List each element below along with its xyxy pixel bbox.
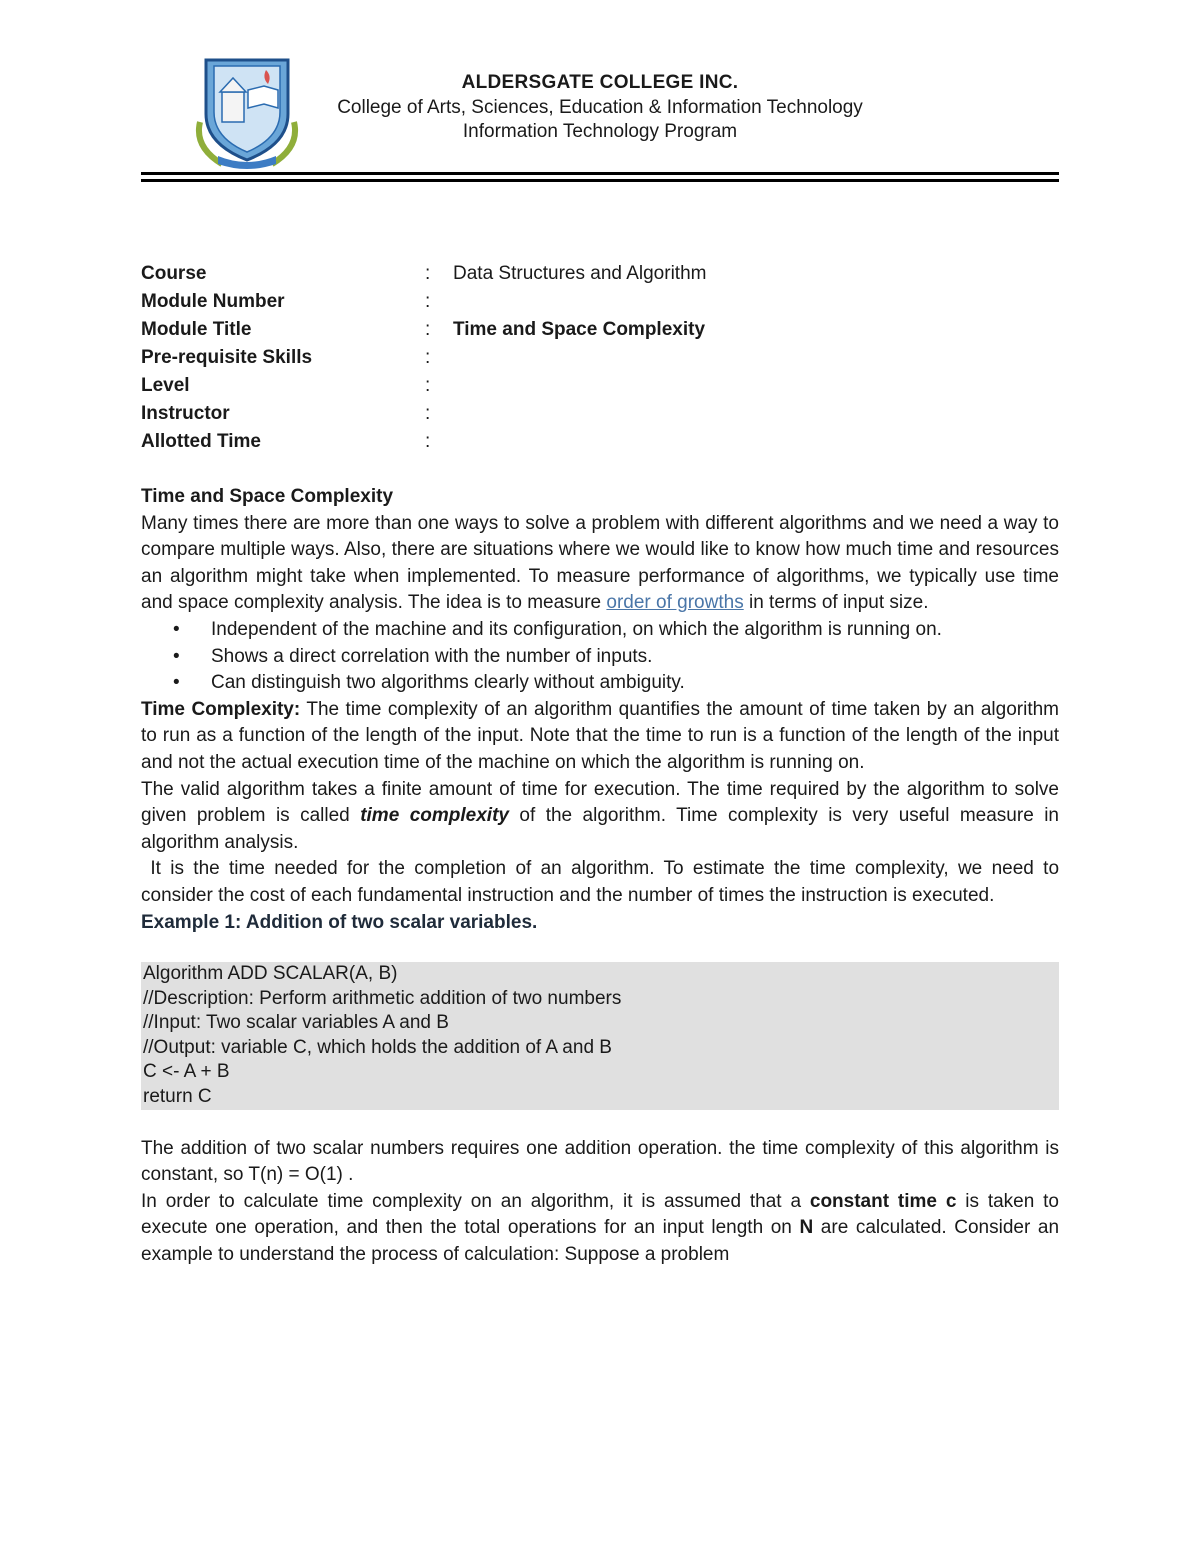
calc-after: are calculated. Consider an example to understand the process of calculation: Suppose a problem	[141, 1217, 1060, 1266]
time-complexity-text: The time complexity of an algorithm quantifies the amount of time taken by an algorithm to run as a function of the length of the input. Note that the time to run is a function of the length of the input and not the actual execution time of the machine on which the algorithm is running on.	[141, 698, 1060, 773]
calc-middle: is taken to execute one operation, and then the total operations for an input length on	[141, 1190, 1059, 1239]
info-colon: :	[425, 403, 431, 424]
order-of-growths-link[interactable]: order of growths	[606, 592, 744, 614]
valid-algorithm-paragraph	[141, 777, 1059, 857]
info-label: Course	[141, 263, 207, 284]
bullet-icon: •	[173, 645, 180, 667]
code-line: //Output: variable C, which holds the addition of A and B	[143, 1036, 612, 1058]
info-label: Allotted Time	[141, 431, 261, 452]
code-line: C <- A + B	[143, 1061, 230, 1083]
info-colon: :	[425, 263, 431, 284]
code-line: return C	[143, 1086, 212, 1108]
college-header	[300, 70, 900, 144]
code-block	[141, 962, 1059, 1110]
info-colon: :	[425, 347, 431, 368]
college-unit: College of Arts, Sciences, Education & Information Technology	[337, 97, 863, 118]
info-row-module-number	[141, 288, 1059, 316]
example-1-title: Example 1: Addition of two scalar variables.	[141, 911, 538, 933]
info-row-level	[141, 372, 1059, 400]
list-item	[141, 644, 1059, 671]
addition-paragraph: The addition of two scalar numbers requires one addition operation. the time complexity of this algorithm is constant, so T(n) = O(1) .	[141, 1137, 1059, 1186]
calc-before: In order to calculate time complexity on an algorithm, it is assumed that a	[141, 1190, 802, 1212]
info-row-course	[141, 260, 1059, 288]
bullet-icon: •	[173, 618, 180, 640]
list-item	[141, 670, 1059, 697]
info-row-allotted-time	[141, 428, 1059, 456]
calc-term-n: N	[799, 1217, 814, 1239]
info-row-module-title	[141, 316, 1059, 344]
header-divider-bottom	[141, 179, 1059, 182]
module-info-table	[141, 260, 1059, 456]
section-title: Time and Space Complexity	[141, 486, 394, 507]
info-label: Module Title	[141, 319, 252, 340]
calculation-paragraph	[141, 1189, 1059, 1269]
valid-algo-before: The valid algorithm takes a finite amount of time for execution. The time required by the algorithm to solve given problem is called	[141, 778, 1059, 827]
estimate-paragraph	[141, 856, 1059, 909]
info-row-instructor	[141, 400, 1059, 428]
intro-text-after: in terms of input size.	[748, 592, 929, 614]
calc-term-constant: constant time c	[809, 1190, 957, 1212]
list-item-text: Independent of the machine and its configuration, on which the algorithm is running on.	[211, 618, 942, 640]
header-divider-top	[141, 172, 1059, 175]
info-value: Data Structures and Algorithm	[453, 263, 707, 284]
estimate-text: It is the time needed for the completion of an algorithm. To estimate the time complexity, we need to consider the cost of each fundamental instruction and the number of times the instruction is executed.	[141, 858, 1060, 906]
intro-text: Many times there are more than one ways to solve a problem with different algorithms and we need a way to compare multiple ways. Also, there are situations where we would like to know how much time and resources an algorithm might take when implemented. To measure performance of algorithms, we typically use time and space complexity analysis. The idea is to measure	[141, 512, 1059, 614]
code-line: //Description: Perform arithmetic addition of two numbers	[143, 987, 622, 1009]
list-item	[141, 617, 1059, 644]
college-crest-logo	[192, 52, 302, 170]
info-value: Time and Space Complexity	[453, 319, 706, 340]
code-line: //Input: Two scalar variables A and B	[143, 1012, 449, 1034]
info-label: Pre-requisite Skills	[141, 347, 313, 368]
time-complexity-term: Time Complexity:	[141, 698, 301, 720]
intro-paragraph	[141, 511, 1059, 617]
time-complexity-paragraph	[141, 697, 1059, 777]
code-line: Algorithm ADD SCALAR(A, B)	[143, 963, 398, 985]
info-colon: :	[425, 431, 431, 452]
list-item-text: Can distinguish two algorithms clearly without ambiguity.	[211, 672, 685, 694]
info-label: Instructor	[141, 403, 230, 424]
info-colon: :	[425, 319, 431, 340]
list-item-text: Shows a direct correlation with the number of inputs.	[211, 645, 653, 667]
program-name: Information Technology Program	[462, 121, 738, 142]
college-name: ALDERSGATE COLLEGE INC.	[461, 72, 739, 93]
bullet-list	[141, 617, 1059, 697]
module-content	[141, 484, 1059, 1269]
info-colon: :	[425, 291, 431, 312]
valid-algo-after: of the algorithm. Time complexity is very useful measure in algorithm analysis.	[141, 805, 1059, 853]
info-colon: :	[425, 375, 431, 396]
info-label: Module Number	[141, 291, 285, 312]
valid-algo-term: time complexity	[360, 805, 509, 827]
info-row-prerequisite	[141, 344, 1059, 372]
bullet-icon: •	[173, 672, 180, 694]
info-label: Level	[141, 375, 190, 396]
